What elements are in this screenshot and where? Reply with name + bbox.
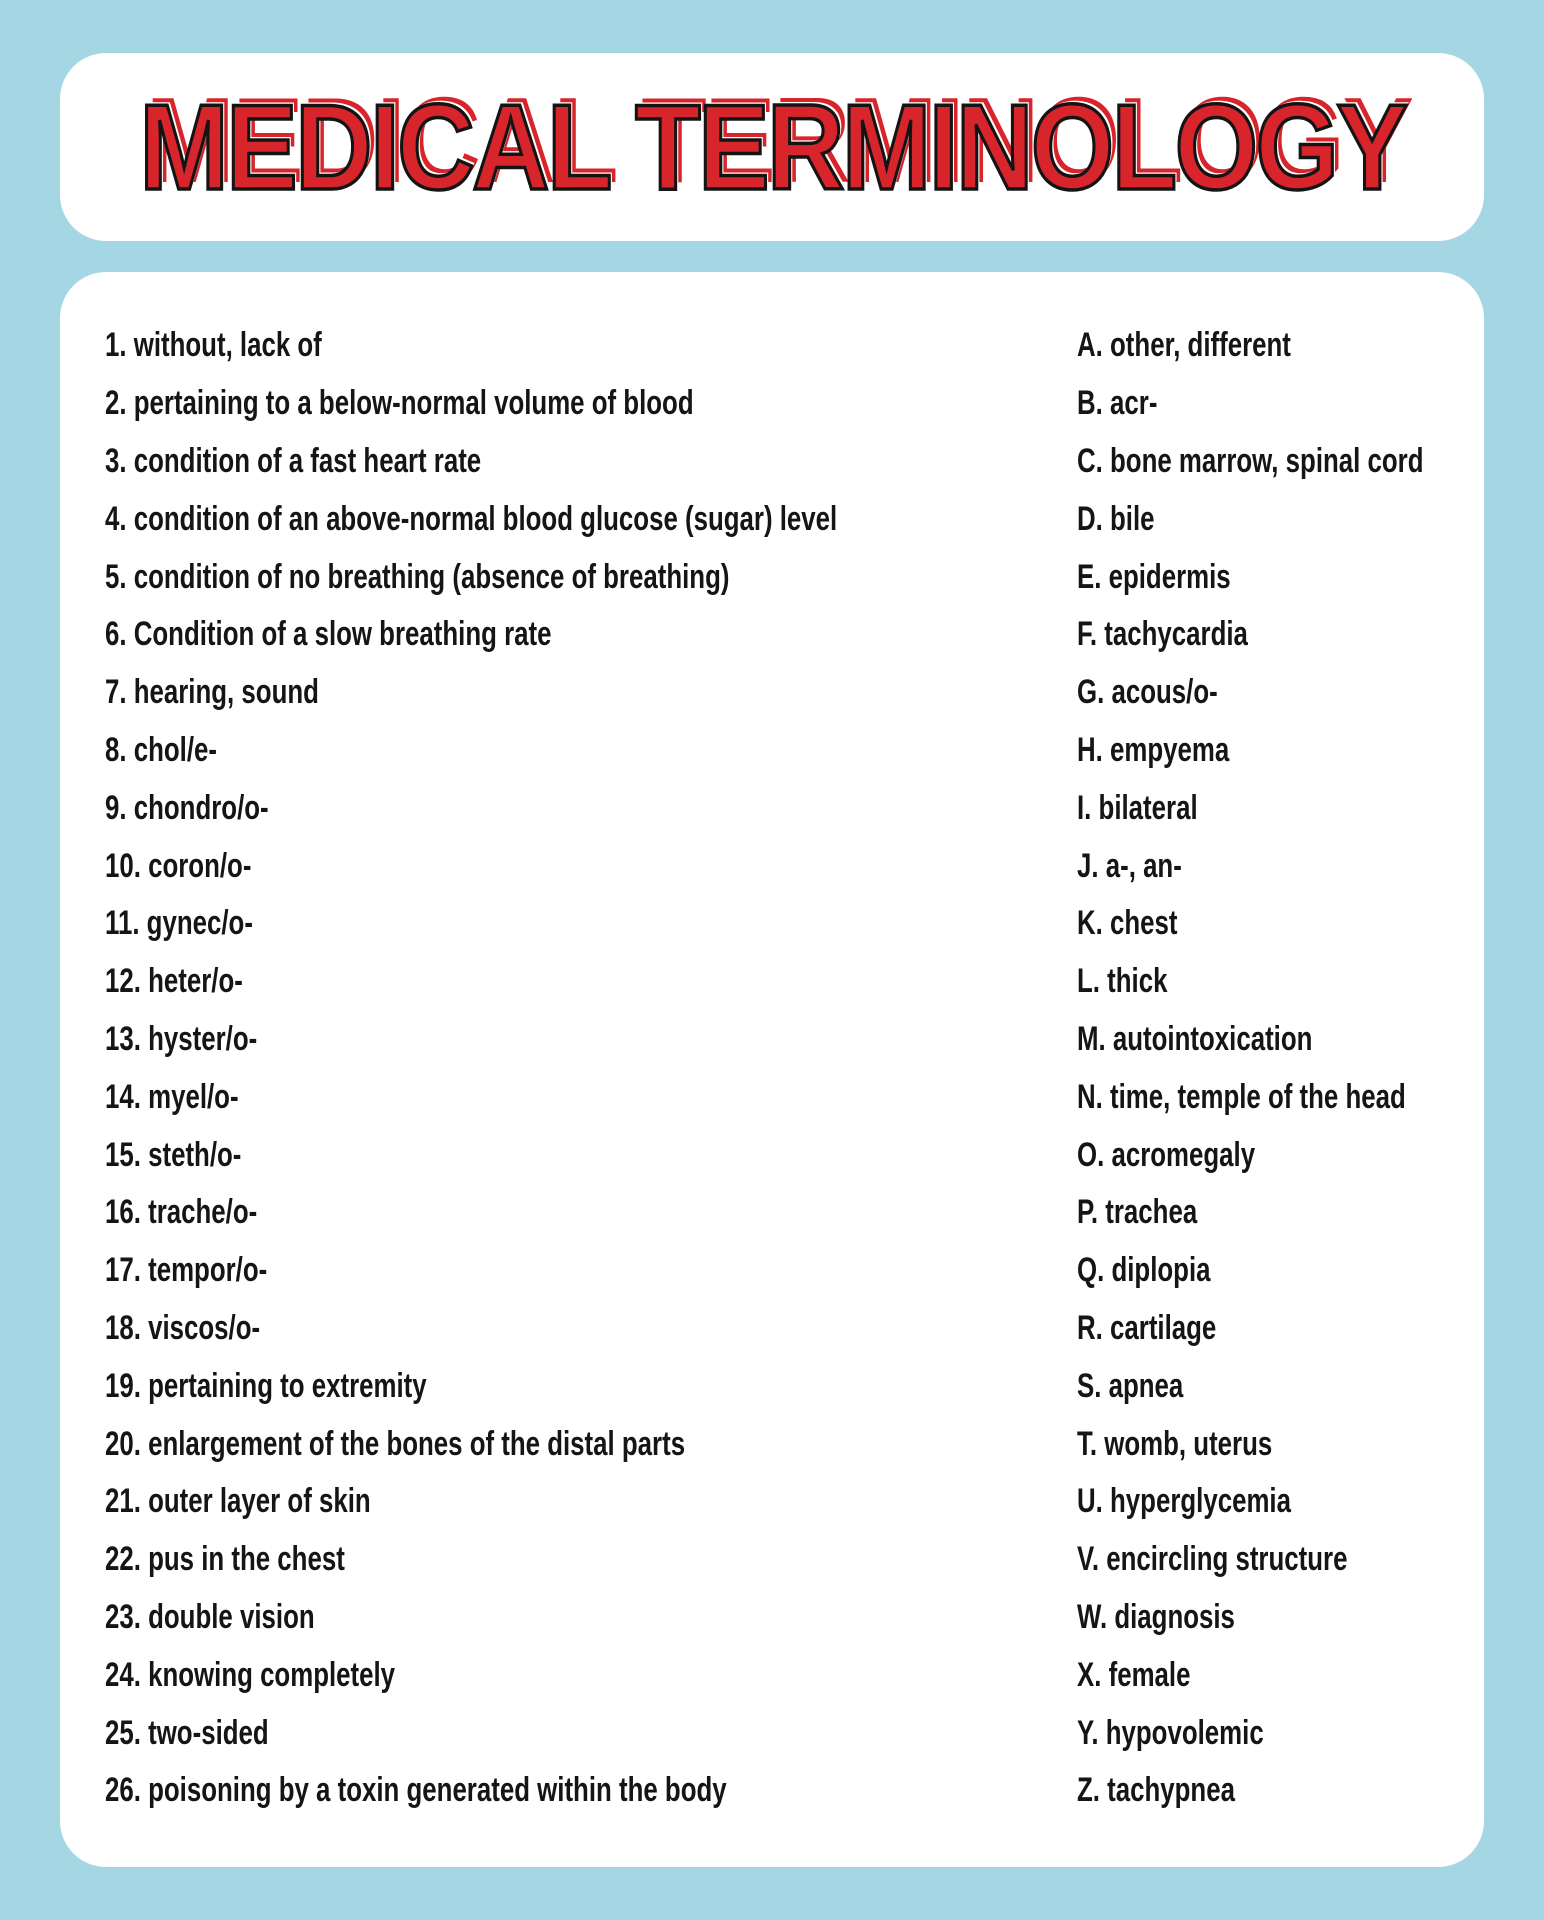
answer-item-text: J. a-, an-: [1077, 846, 1182, 885]
answer-list-item: [1077, 1300, 1533, 1358]
definition-item-text: 18. viscos/o-: [105, 1308, 261, 1347]
answer-list-item: [1077, 1011, 1533, 1069]
definition-item-text: 25. two-sided: [105, 1713, 269, 1752]
answer-item-text: E. epidermis: [1077, 557, 1231, 596]
definition-list-item: [105, 1646, 1068, 1704]
definition-list-item: [105, 490, 1068, 548]
definition-item-text: 15. steth/o-: [105, 1135, 242, 1174]
answer-list-item: [1077, 1704, 1533, 1762]
answer-list-item: [1077, 1762, 1533, 1820]
answer-list-item: [1077, 779, 1533, 837]
definition-list-item: [105, 1300, 1068, 1358]
answer-item-text: C. bone marrow, spinal cord: [1077, 441, 1424, 480]
answer-item-text: A. other, different: [1077, 326, 1291, 365]
definition-list-item: [105, 1357, 1068, 1415]
answer-item-text: H. empyema: [1077, 730, 1230, 769]
definition-list-item: [105, 1762, 1068, 1820]
definition-item-text: 1. without, lack of: [105, 326, 322, 365]
definition-list-item: [105, 664, 1068, 722]
answer-item-text: W. diagnosis: [1077, 1597, 1235, 1636]
definition-item-text: 11. gynec/o-: [105, 904, 253, 943]
matching-worksheet-panel: [60, 272, 1484, 1867]
answer-list-item: [1077, 1184, 1533, 1242]
answer-list-item: [1077, 1357, 1533, 1415]
answer-list-item: [1077, 895, 1533, 953]
definition-item-text: 6. Condition of a slow breathing rate: [105, 615, 552, 654]
definition-item-text: 17. tempor/o-: [105, 1251, 268, 1290]
definition-item-text: 20. enlargement of the bones of the distal parts: [105, 1424, 686, 1463]
answer-list-item: [1077, 837, 1533, 895]
definition-item-text: 4. condition of an above-normal blood glucose (sugar) level: [105, 499, 838, 538]
definition-list-item: [105, 375, 1068, 433]
definition-item-text: 19. pertaining to extremity: [105, 1366, 427, 1405]
definition-item-text: 13. hyster/o-: [105, 1019, 258, 1058]
answer-item-text: R. cartilage: [1077, 1308, 1217, 1347]
answer-item-text: Y. hypovolemic: [1077, 1713, 1264, 1752]
definition-list-item: [105, 433, 1068, 491]
answer-item-text: X. female: [1077, 1655, 1191, 1694]
definition-list-item: [105, 1184, 1068, 1242]
answer-list-item: [1077, 1646, 1533, 1704]
answer-list-item: [1077, 548, 1533, 606]
definition-list-item: [105, 606, 1068, 664]
answer-item-text: V. encircling structure: [1077, 1540, 1348, 1579]
definition-item-text: 14. myel/o-: [105, 1077, 239, 1116]
answer-item-text: K. chest: [1077, 904, 1178, 943]
definition-list-item: [105, 895, 1068, 953]
definition-list-item: [105, 1068, 1068, 1126]
answer-item-text: S. apnea: [1077, 1366, 1184, 1405]
definition-item-text: 21. outer layer of skin: [105, 1482, 371, 1521]
answer-list-item: [1077, 317, 1533, 375]
answer-item-text: Q. diplopia: [1077, 1251, 1211, 1290]
definition-list-item: [105, 1704, 1068, 1762]
definition-list-item: [105, 1242, 1068, 1300]
definition-list-item: [105, 548, 1068, 606]
answer-list-item: [1077, 433, 1533, 491]
answer-item-text: P. trachea: [1077, 1193, 1198, 1232]
answer-list-item: [1077, 1473, 1533, 1531]
definition-list-item: [105, 1011, 1068, 1069]
answer-list-item: [1077, 1242, 1533, 1300]
definitions-column: [105, 317, 1068, 1820]
definition-item-text: 12. heter/o-: [105, 962, 243, 1001]
answer-item-text: U. hyperglycemia: [1077, 1482, 1291, 1521]
definition-list-item: [105, 953, 1068, 1011]
definition-list-item: [105, 1126, 1068, 1184]
definition-item-text: 5. condition of no breathing (absence of breathing): [105, 557, 730, 596]
answer-item-text: Z. tachypnea: [1077, 1771, 1235, 1810]
answer-item-text: B. acr-: [1077, 384, 1158, 423]
answer-list-item: [1077, 664, 1533, 722]
worksheet-title: MEDICAL TERMINOLOGY: [139, 79, 1406, 215]
answer-item-text: M. autointoxication: [1077, 1019, 1313, 1058]
definition-item-text: 23. double vision: [105, 1597, 315, 1636]
definition-list-item: [105, 1473, 1068, 1531]
definition-item-text: 9. chondro/o-: [105, 788, 269, 827]
definition-item-text: 2. pertaining to a below-normal volume of blood: [105, 384, 694, 423]
answer-item-text: D. bile: [1077, 499, 1155, 538]
definition-item-text: 3. condition of a fast heart rate: [105, 441, 482, 480]
answer-item-text: T. womb, uterus: [1077, 1424, 1273, 1463]
answer-list-item: [1077, 1068, 1533, 1126]
answers-column: [1077, 317, 1533, 1820]
definition-item-text: 16. trache/o-: [105, 1193, 258, 1232]
definition-item-text: 7. hearing, sound: [105, 673, 319, 712]
answer-list-item: [1077, 375, 1533, 433]
answer-item-text: I. bilateral: [1077, 788, 1198, 827]
definition-item-text: 8. chol/e-: [105, 730, 218, 769]
answer-item-text: G. acous/o-: [1077, 673, 1218, 712]
definition-item-text: 10. coron/o-: [105, 846, 252, 885]
title-panel: [60, 53, 1484, 241]
definition-item-text: 26. poisoning by a toxin generated within the body: [105, 1771, 727, 1810]
definition-list-item: [105, 1589, 1068, 1647]
definition-list-item: [105, 779, 1068, 837]
answer-item-text: L. thick: [1077, 962, 1168, 1001]
definition-list-item: [105, 1531, 1068, 1589]
definition-list-item: [105, 317, 1068, 375]
answer-list-item: [1077, 1531, 1533, 1589]
answer-list-item: [1077, 722, 1533, 780]
answer-item-text: O. acromegaly: [1077, 1135, 1256, 1174]
answer-item-text: F. tachycardia: [1077, 615, 1248, 654]
answer-list-item: [1077, 1589, 1533, 1647]
answer-list-item: [1077, 490, 1533, 548]
answer-list-item: [1077, 1126, 1533, 1184]
answer-list-item: [1077, 606, 1533, 664]
answer-list-item: [1077, 953, 1533, 1011]
answer-list-item: [1077, 1415, 1533, 1473]
definition-list-item: [105, 722, 1068, 780]
definition-list-item: [105, 1415, 1068, 1473]
definition-item-text: 22. pus in the chest: [105, 1540, 345, 1579]
answer-item-text: N. time, temple of the head: [1077, 1077, 1406, 1116]
definition-list-item: [105, 837, 1068, 895]
definition-item-text: 24. knowing completely: [105, 1655, 396, 1694]
